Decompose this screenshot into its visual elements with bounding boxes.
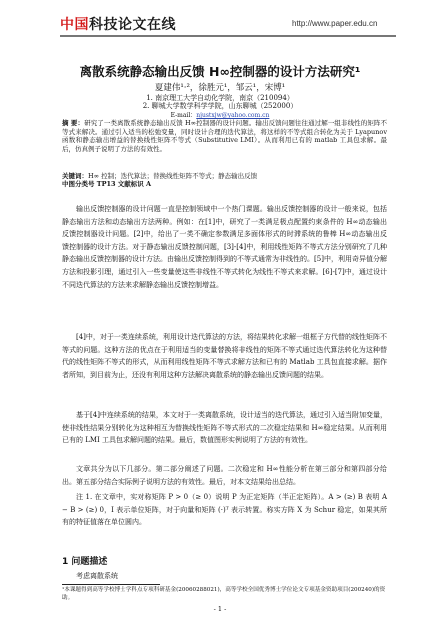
section-heading: 1 问题描述 [62,557,108,567]
email-label: E-mail： [170,112,197,119]
body-paragraph-2: [4]中，对于一类连续系统，利用设计迭代算法的方法，将结果转化求解一组框子方代替的线性矩阵不等式的问题。这种方法的优点在于利用适当的变量替换将非线性的矩阵不等式通过迭代算法转化为这种替代的线性矩阵不等式的形式，从而利用线性矩阵不等式求解方法和已有的 Matlab 工具包直接求解。据作者所知，到目前为止，还没有利用这种方法解决离散系统的静态输出反馈问题的结果。 [62,333,387,379]
paper-title: 离散系统静态输出反馈 H∞控制器的设计方法研究¹ [79,64,361,79]
site-logo [60,14,176,34]
page-number: - 1 - [213,605,227,613]
affiliation-2: 2. 聊城大学数学科学学院，山东聊城（252000） [142,102,298,110]
body-paragraph-4: 文章共分为以下几部分。第二部分阐述了问题。二次稳定和 H∞性能分析在第三部分和第四部分给出。第五部分结合实际例子说明方法的有效性。最后，对本文结果给出总结。 [62,465,387,486]
email-line [0,110,440,119]
keywords-text: H∞ 控制；迭代算法；替换线性矩阵不等式；静态输出反馈 [88,172,258,180]
section-intro: 考虑离散系统 [76,572,118,580]
affiliation-1: 1. 南京理工大学自动化学院，南京（210094） [146,94,294,102]
logo-dark-text: 科技论文在线 [89,17,176,33]
header-divider [60,35,396,37]
body-paragraph-1: 输出反馈控制器的设计问题一直是控制领域中一个热门课题。输出反馈控制器的设计一般来说，包括静态输出方法和动态输出方法两种。例如：在[1]中，研究了一类满足极点配置约束条件的 H∞动态输出反馈控制器设计问题。[2]中，给出了一类不确定参数满足多面体形式的时滞系统的鲁棒 H∞动态输出反馈控制器的设计方法。对于静态输出反馈控制问题，[3]-[4]中，利用线性矩阵不等式方法分别研究了几种静态输出反馈控制器的设计方法。由输出反馈控制得到的不等式通常为非线性的。[5]中，利用奇异值分解方法和投影引理，通过引入一些变量使这些非线性不等式转化为线性不等式来求解。[6]-[7]中，通过设计不同迭代算法的方法来求解静态输出反馈控制增益。 [62,205,387,289]
footnote-divider [62,584,160,585]
body-paragraph-5: 注 1. 在文章中，实对称矩阵 P > 0（≥ 0）说明 P 为正定矩阵（半正定矩阵）。A > (≥) B 表明 A − B > (≥) 0，I 表示单位矩阵，对于向量和矩阵 (·)ᵀ 表示转置。称实方阵 X 为 Schur 稳定，如果其所有的特征值落在单位圆内。 [62,493,387,527]
page-header [0,0,440,38]
abstract-text: 研究了一类离散系统静态输出反馈 H∞控制器的设计问题。输出反馈问题往往通过解一组非线性的矩阵不等式来解决。通过引入适当的松弛变量，同时设计合理的迭代算法，将这样的不等式组合转化为关于 Lyapunov 函数和静态输出增益的替换线性矩阵不等式（Substitutive LMI）。从而利用已有的 matlab 工具包求解。最后，仿真例子说明了方法的有效性。 [62,119,388,154]
abstract [62,119,387,154]
keywords-label: 关键词： [62,172,88,180]
body-paragraph-3: 基于[4]中连续系统的结果，本文对于一类离散系统，设计适当的迭代算法，通过引入适当附加变量，使非线性结果分别转化为这种相互为替换线性矩阵不等式形式的二次稳定结果和 H∞稳定结果。从而利用已有的 LMI 工具包求解问题的结果。最后，数值图形实例说明了方法的有效性。 [62,411,387,445]
site-url-link[interactable]: http://www.paper.edu.cn [292,19,378,28]
classification-line: 中图分类号 TP13 文献标识 A [62,180,152,188]
logo-red-text: 中国 [60,17,89,33]
footnote: ¹本课题得到高等学校博士学科点专项科研基金(20060288021)，高等学校全国优秀博士学位论文专项基金资助项目(200240)的资助。 [62,587,386,601]
author-list: 夏建伟¹·²，徐胜元¹，邹云¹，宋博¹ [154,83,286,93]
abstract-label: 摘 要： [62,119,85,127]
email-link[interactable]: njustxjw@yahoo.com.cn [196,112,270,119]
